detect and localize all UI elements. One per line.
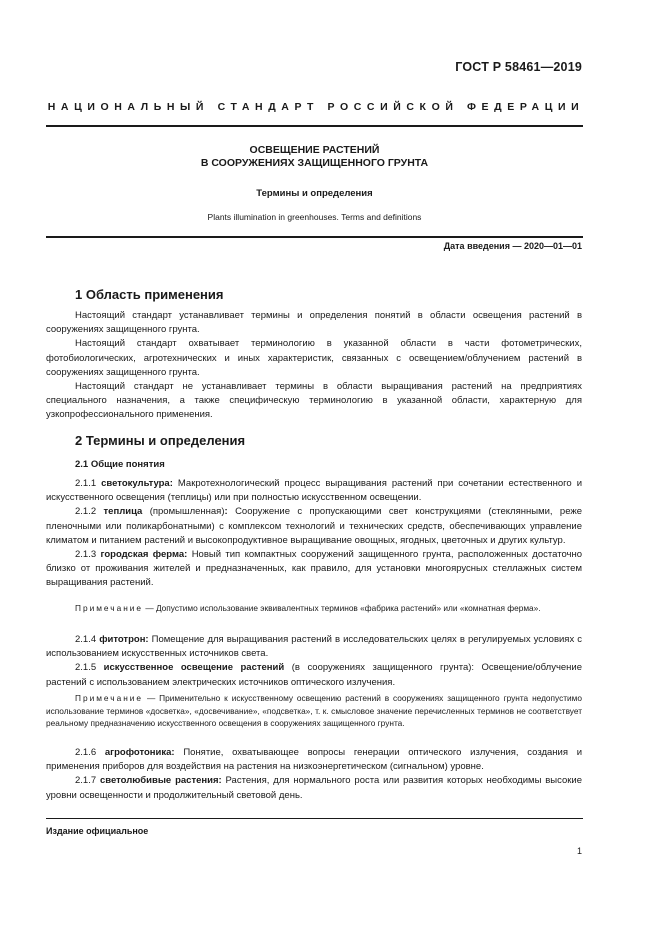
title-rule xyxy=(46,236,583,238)
subsection-2-1 xyxy=(46,459,582,470)
title-line-2: В СООРУЖЕНИЯХ ЗАЩИЩЕННОГО ГРУНТА xyxy=(200,157,429,169)
paragraph: Настоящий стандарт охватывает терминологию в указанной области в части фотометрических, фотобиологических, агротехнических и иных характеристик, связанных с освещением/облучением растений в сооружениях защищенного грунта. xyxy=(46,338,582,378)
section-1-heading: 1 Область применения xyxy=(75,287,224,302)
paragraph: Настоящий стандарт не устанавливает термины в области выращивания растений на предприятиях специального назначения, а также специфическую терминологию в указанной области, характерную для узкопрофессионального применения. xyxy=(46,381,582,421)
term-name: светокультура: xyxy=(101,478,173,489)
term-definition: Новый тип компактных сооружений защищенного грунта, расположенных достаточно близко от проживания жителей и предназначенных, как правило, для установки многоярусных стеллажных систем выращивания растений. xyxy=(46,549,583,589)
term-definition: Растения, для нормального роста или развития которых необходимы высокие уровни освещенности и продолжительный световой день. xyxy=(46,775,583,801)
subsection-heading: 2.1 Общие понятия xyxy=(75,459,165,470)
term-number: 2.1.5 xyxy=(75,662,97,674)
term-number: 2.1.1 xyxy=(75,478,97,489)
term-name: искусственное освещение растений xyxy=(103,662,285,674)
term-definition: Сооружение с пропускающими свет конструкциями (стеклянными, реже пленочными или поликарбонатными) с комплексом технологий и технических средств, обеспечивающих управление климатом и питанием растений и высокопродуктивное выращивание овощных, ягодных, цветочных и других культур. xyxy=(46,506,583,546)
standard-number: ГОСТ Р 58461—2019 xyxy=(455,60,582,74)
document-title xyxy=(46,144,583,170)
national-standard-banner: НАЦИОНАЛЬНЫЙ СТАНДАРТ РОССИЙСКОЙ ФЕДЕРАЦИИ xyxy=(47,101,585,113)
term-number: 2.1.3 xyxy=(75,549,97,561)
term-entry xyxy=(46,548,582,591)
note xyxy=(46,692,582,730)
term-name: агрофотоника: xyxy=(104,747,175,758)
note-label: Примечание xyxy=(75,693,144,703)
term-definition: (в сооружениях защищенного грунта): Освещение/облучение растений с использованием электрических источников оптического излучения. xyxy=(46,662,583,688)
term-name: светолюбивые растения: xyxy=(100,775,222,787)
term-qualifier: (промышленная) xyxy=(149,506,225,518)
terms-block-1 xyxy=(46,477,582,591)
term-definition: Понятие, охватывающее вопросы генерации оптического излучения, создания и применения приборов для воздействия на растения на низкоэнергетическом (сигнальном) уровне. xyxy=(46,747,583,773)
section-2-heading: 2 Термины и определения xyxy=(75,433,246,448)
term-entry xyxy=(46,774,582,802)
term-colon: : xyxy=(224,506,228,518)
footer-rule xyxy=(46,818,583,819)
term-number: 2.1.7 xyxy=(75,775,97,787)
section-1 xyxy=(46,287,582,302)
term-entry xyxy=(46,505,582,548)
section-1-body xyxy=(46,309,582,423)
term-entry xyxy=(46,661,582,689)
term-number: 2.1.6 xyxy=(75,747,97,758)
note-text: — Допустимо использование эквивалентных терминов «фабрика растений» или «комнатная ферма». xyxy=(145,603,541,613)
english-title: Plants illumination in greenhouses. Terms and definitions xyxy=(207,212,422,222)
note-2 xyxy=(46,692,582,730)
term-entry xyxy=(46,477,582,505)
document-subtitle: Термины и определения xyxy=(256,188,373,199)
terms-block-2 xyxy=(46,633,582,690)
term-name: фитотрон: xyxy=(99,634,149,645)
note-text: — Применительно к искусственному освещению растений в сооружениях защищенного грунта недопустимо использование терминов «досветка», «досвечивание», «подсветка», т. к. смысловое значение перечисленных терминов не соответствует реальному предназначению искусственного освещения в сооружениях защищенного грунта. xyxy=(46,693,582,728)
introduction-date: Дата введения — 2020—01—01 xyxy=(443,241,582,251)
section-2 xyxy=(46,433,582,448)
term-entry xyxy=(46,633,582,661)
term-number: 2.1.4 xyxy=(75,634,97,645)
note-1 xyxy=(46,602,582,615)
edition-label: Издание официальное xyxy=(46,826,149,836)
term-entry xyxy=(46,746,582,774)
page-number: 1 xyxy=(576,846,582,856)
title-line-1: ОСВЕЩЕНИЕ РАСТЕНИЙ xyxy=(249,144,380,156)
terms-block-3 xyxy=(46,746,582,803)
note-label: Примечание xyxy=(75,603,144,613)
note xyxy=(46,602,582,615)
term-definition: Макротехнологический процесс выращивания растений при сочетании естественного и искусственного освещения (теплицы) или при полностью искусственном освещении. xyxy=(46,478,583,504)
term-definition: Помещение для выращивания растений в исследовательских целях в регулируемых условиях с использованием искусственных источников света. xyxy=(46,634,582,660)
term-name: теплица xyxy=(103,506,143,518)
paragraph: Настоящий стандарт устанавливает термины и определения понятий в области освещения растений в сооружениях защищенного грунта. xyxy=(46,310,582,336)
header-rule xyxy=(46,125,583,127)
term-number: 2.1.2 xyxy=(75,506,97,518)
term-name: городская ферма: xyxy=(100,549,188,561)
